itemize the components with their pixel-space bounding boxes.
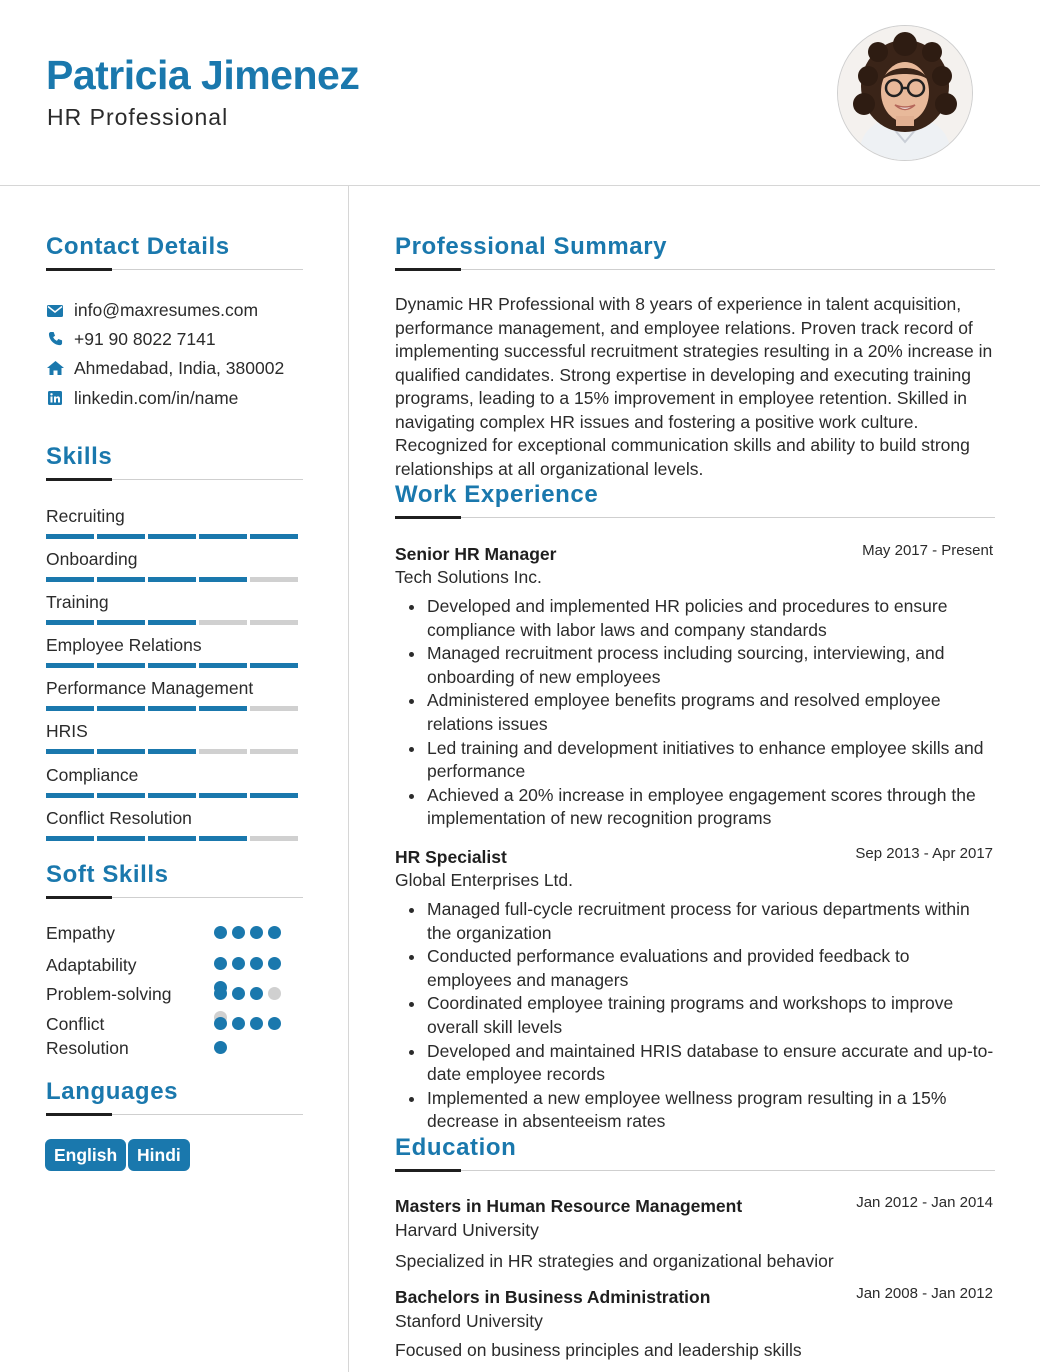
contact-address — [46, 356, 306, 380]
candidate-title: HR Professional — [47, 104, 229, 130]
skill-level-segment — [148, 836, 196, 841]
skill-level-segment — [46, 620, 94, 625]
skill-level-segment — [250, 577, 298, 582]
skill-level-segment — [46, 749, 94, 754]
skill-level-segment — [148, 534, 196, 539]
education-date: Jan 2012 - Jan 2014 — [856, 1194, 993, 1211]
skill-name: Performance Management — [46, 678, 254, 698]
skill-level-segment — [148, 620, 196, 625]
skill-name: HRIS — [46, 721, 88, 741]
skill-level-segment — [46, 836, 94, 841]
summary-divider — [395, 269, 995, 270]
skills-section — [46, 443, 303, 480]
rating-dot — [268, 957, 281, 970]
rating-dot — [250, 1017, 263, 1030]
degree-title: Masters in Human Resource Management — [395, 1196, 743, 1216]
contact-heading: Contact Details — [46, 233, 230, 260]
languages-section — [46, 1078, 303, 1115]
skill-level-segment — [250, 836, 298, 841]
column-divider — [348, 186, 349, 1372]
rating-dot — [268, 926, 281, 939]
list-item: Coordinated employee training programs and workshops to improve overall skill levels — [427, 992, 995, 1039]
skill-level-segment — [97, 663, 145, 668]
soft-skill-rating — [214, 957, 294, 971]
rating-dot — [250, 926, 263, 939]
skill-level-segment — [199, 577, 247, 582]
rating-dot — [214, 957, 227, 970]
skill-level-bar — [46, 577, 302, 583]
soft-skill-name: Empathy — [46, 923, 116, 943]
list-item: Implemented a new employee wellness program resulting in a 15% decrease in absenteeism rates — [427, 1087, 995, 1134]
soft-skills-section — [46, 861, 303, 898]
list-item: Achieved a 20% increase in employee engagement scores through the implementation of new recognition programs — [427, 784, 995, 831]
job-bullets — [395, 898, 995, 1134]
rating-dot — [250, 987, 263, 1000]
language-badge: Hindi — [128, 1139, 190, 1171]
experience-divider — [395, 517, 995, 518]
contact-phone[interactable] — [46, 327, 306, 351]
soft-skill-rating — [214, 1017, 294, 1031]
skill-level-segment — [97, 620, 145, 625]
skill-name: Compliance — [46, 765, 139, 785]
skill-level-segment — [148, 706, 196, 711]
job-date: May 2017 - Present — [862, 542, 993, 559]
language-badge: English — [45, 1139, 126, 1171]
rating-dot — [232, 1017, 245, 1030]
skill-level-segment — [148, 663, 196, 668]
contact-email[interactable] — [46, 298, 306, 322]
experience-heading: Work Experience — [395, 481, 599, 508]
skill-level-bar — [46, 793, 302, 799]
contact-address-text: Ahmedabad, India, 380002 — [74, 358, 285, 378]
skill-level-segment — [250, 663, 298, 668]
skill-level-segment — [97, 534, 145, 539]
avatar-icon — [838, 26, 972, 160]
list-item: Developed and maintained HRIS database to ensure accurate and up-to-date employee records — [427, 1040, 995, 1087]
rating-dot — [214, 1041, 227, 1054]
list-item: Administered employee benefits programs and resolved employee relations issues — [427, 689, 995, 736]
contact-section — [46, 233, 303, 270]
skill-level-bar — [46, 749, 302, 755]
skill-level-segment — [97, 749, 145, 754]
contact-divider — [46, 269, 303, 270]
education-date: Jan 2008 - Jan 2012 — [856, 1285, 993, 1302]
summary-section — [395, 233, 995, 270]
rating-dot — [268, 1017, 281, 1030]
skill-level-segment — [250, 706, 298, 711]
skill-level-bar — [46, 706, 302, 712]
rating-dot — [232, 957, 245, 970]
soft-skill-name: Problem-solving — [46, 984, 172, 1004]
education-description: Focused on business principles and leadership skills — [395, 1340, 802, 1360]
languages-heading: Languages — [46, 1078, 179, 1105]
summary-heading: Professional Summary — [395, 233, 668, 260]
list-item: Led training and development initiatives to enhance employee skills and performance — [427, 737, 995, 784]
job-company: Tech Solutions Inc. — [395, 567, 542, 587]
rating-dot — [214, 987, 227, 1000]
skill-name: Employee Relations — [46, 635, 202, 655]
skill-level-bar — [46, 663, 302, 669]
experience-section — [395, 481, 995, 518]
list-item: Managed recruitment process including sourcing, interviewing, and onboarding of new employees — [427, 642, 995, 689]
job-bullets — [395, 595, 995, 831]
education-description: Specialized in HR strategies and organizational behavior — [395, 1251, 834, 1271]
skill-level-segment — [199, 663, 247, 668]
job-date: Sep 2013 - Apr 2017 — [855, 845, 993, 862]
linkedin-icon — [46, 387, 64, 411]
soft-skill-rating — [214, 926, 294, 940]
skill-level-segment — [250, 749, 298, 754]
skill-level-segment — [199, 620, 247, 625]
job-company: Global Enterprises Ltd. — [395, 870, 574, 890]
skills-heading: Skills — [46, 443, 113, 470]
skill-level-segment — [148, 749, 196, 754]
skill-level-segment — [46, 793, 94, 798]
skill-level-segment — [199, 836, 247, 841]
skill-name: Recruiting — [46, 506, 125, 526]
skill-level-segment — [250, 620, 298, 625]
job-title: Senior HR Manager — [395, 544, 557, 564]
profile-photo — [837, 25, 973, 161]
skill-level-bar — [46, 836, 302, 842]
soft-skill-name: Conflict Resolution — [46, 1014, 129, 1058]
summary-text: Dynamic HR Professional with 8 years of experience in talent acquisition, performance management, and employee relations. Proven track record of implementing successful recruitment strategies resulting in a 20% increase in qualified candidates. Strong expertise in developing and executing training programs, leading to a 15% improvement in employee retention. Skilled in navigating complex HR issues and fostering a positive work culture. Recognized for exceptional communication skills and ability to build strong relationships at all organizational levels. — [395, 294, 993, 479]
skill-name: Onboarding — [46, 549, 138, 569]
list-item: Conducted performance evaluations and provided feedback to employees and managers — [427, 945, 995, 992]
skill-level-segment — [148, 793, 196, 798]
skill-name: Conflict Resolution — [46, 808, 192, 828]
school-name: Harvard University — [395, 1220, 539, 1240]
rating-dot — [250, 957, 263, 970]
skill-name: Training — [46, 592, 109, 612]
contact-phone-text: +91 90 8022 7141 — [74, 329, 216, 349]
skill-level-segment — [97, 706, 145, 711]
skill-level-segment — [199, 749, 247, 754]
education-heading: Education — [395, 1134, 517, 1161]
contact-linkedin[interactable] — [46, 386, 306, 410]
soft-skill-name: Adaptability — [46, 955, 137, 975]
skill-level-segment — [46, 534, 94, 539]
skill-level-segment — [199, 534, 247, 539]
soft-skills-heading: Soft Skills — [46, 861, 169, 888]
soft-skills-divider — [46, 897, 303, 898]
education-divider — [395, 1170, 995, 1171]
rating-dot — [268, 987, 281, 1000]
phone-icon — [46, 328, 64, 352]
skill-level-segment — [97, 577, 145, 582]
home-icon — [46, 357, 64, 381]
rating-dot — [214, 1017, 227, 1030]
skill-level-segment — [46, 577, 94, 582]
list-item: Developed and implemented HR policies and procedures to ensure compliance with labor laws and company standards — [427, 595, 995, 642]
envelope-icon — [46, 299, 64, 323]
skill-level-bar — [46, 534, 302, 540]
skill-level-segment — [199, 706, 247, 711]
rating-dot — [232, 926, 245, 939]
resume-header — [0, 0, 1040, 186]
skill-level-segment — [97, 836, 145, 841]
skill-level-segment — [97, 793, 145, 798]
skill-level-segment — [250, 793, 298, 798]
rating-dot — [232, 987, 245, 1000]
soft-skill-rating — [214, 987, 294, 1001]
candidate-name: Patricia Jimenez — [46, 52, 360, 98]
skill-level-bar — [46, 620, 302, 626]
list-item: Managed full-cycle recruitment process for various departments within the organization — [427, 898, 995, 945]
skill-level-segment — [250, 534, 298, 539]
languages-divider — [46, 1114, 303, 1115]
skill-level-segment — [46, 706, 94, 711]
skill-level-segment — [199, 793, 247, 798]
job-title: HR Specialist — [395, 847, 507, 867]
education-section — [395, 1134, 995, 1171]
degree-title: Bachelors in Business Administration — [395, 1287, 711, 1307]
school-name: Stanford University — [395, 1311, 543, 1331]
contact-email-text: info@maxresumes.com — [74, 300, 259, 320]
skills-divider — [46, 479, 303, 480]
contact-linkedin-text: linkedin.com/in/name — [74, 388, 239, 408]
skill-level-segment — [148, 577, 196, 582]
skill-level-segment — [46, 663, 94, 668]
rating-dot — [214, 926, 227, 939]
